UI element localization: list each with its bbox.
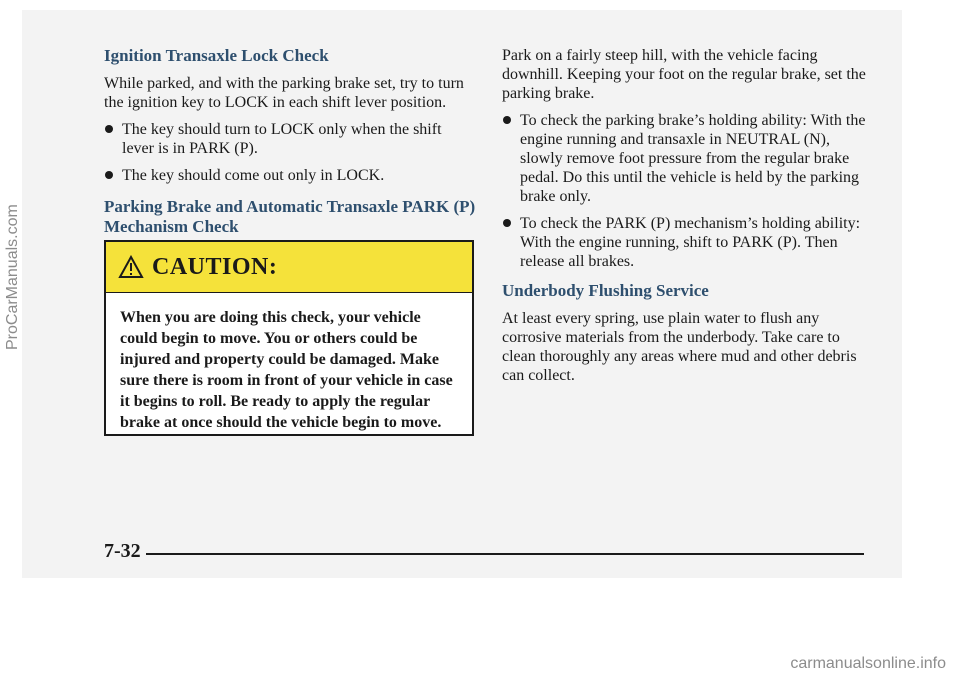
footer-rule [146,553,864,555]
list-item-text: To check the PARK (P) mechanism’s holding ability: With the engine running, shift to PARK (P). Then release all brakes. [520,215,861,270]
paragraph-ignition-intro: While parked, and with the parking brake set, try to turn the ignition key to LOCK in each shift lever position. [104,75,464,111]
caution-header [106,242,472,293]
list-item-text: The key should come out only in LOCK. [122,167,385,184]
page-footer [104,540,864,564]
watermark-left: ProCarManuals.com [4,204,21,350]
bullet-icon [105,125,113,133]
ignition-bullet-list [104,120,476,185]
bullet-icon [105,171,113,179]
page-number: 7-32 [104,540,141,562]
right-column [502,46,874,393]
caution-box [104,240,474,436]
brake-check-bullet-list [502,111,874,271]
heading-underbody-flushing: Underbody Flushing Service [502,281,709,300]
caution-title: CAUTION: [152,253,278,280]
list-item-text: To check the parking brake’s holding ability: With the engine running and transaxle in NEUTRAL (N), slowly remove foot pressure from the regular brake pedal. Do this until the vehicle is held by the parking brake only. [520,112,866,205]
left-column [104,46,476,245]
bullet-icon [503,219,511,227]
warning-triangle-icon [118,255,144,279]
list-item [104,120,476,158]
heading-ignition-lock-check: Ignition Transaxle Lock Check [104,46,329,65]
list-item [502,111,874,206]
list-item [502,214,874,271]
paragraph-park-hill: Park on a fairly steep hill, with the vehicle facing downhill. Keeping your foot on the regular brake, set the parking brake. [502,47,866,102]
watermark-bottom: carmanualsonline.info [790,655,946,672]
bullet-icon [503,116,511,124]
list-item [104,166,476,185]
heading-parking-brake-check: Parking Brake and Automatic Transaxle PARK (P) Mechanism Check [104,197,476,236]
list-item-text: The key should turn to LOCK only when the shift lever is in PARK (P). [122,121,442,157]
paragraph-underbody: At least every spring, use plain water to flush any corrosive materials from the underbody. Take care to clean thoroughly any areas where mud and other debris can collect. [502,310,857,384]
caution-text: When you are doing this check, your vehicle could begin to move. You or others could be injured and property could be damaged. Make sure there is room in front of your vehicle in case it begins to roll. Be ready to apply the regular brake at once should the vehicle begin to move. [120,309,453,431]
manual-page [22,10,902,578]
